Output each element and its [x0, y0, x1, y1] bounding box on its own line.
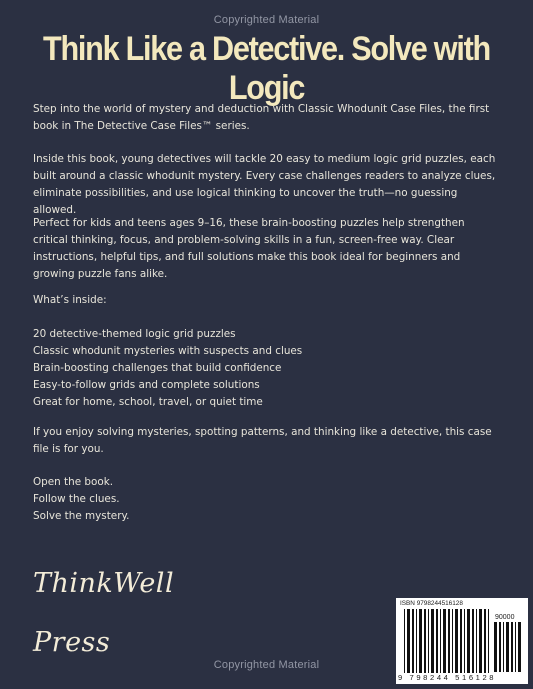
isbn-digits: 9 798244 516128 — [398, 673, 497, 682]
cover-title: Think Like a Detective. Solve with Logic — [43, 30, 490, 107]
watermark-bottom: Copyrighted Material — [213, 659, 320, 671]
publisher-logo-line2: Press — [33, 627, 111, 658]
closing-line: Open the book. — [33, 476, 114, 488]
features-list — [33, 326, 501, 411]
enjoy-paragraph: If you enjoy solving mysteries, spotting patterns, and thinking like a detective, this case file is for you. — [33, 426, 492, 455]
closing-line: Follow the clues. — [33, 493, 120, 505]
price-code: 90000 — [495, 614, 515, 621]
isbn-barcode — [396, 598, 528, 684]
inside-paragraph: Inside this book, young detectives will tackle 20 easy to medium logic grid puzzles, each built around a classic whodunit mystery. Every case challenges readers to analyze clues, eliminate possibilities, and use logical thinking to uncover the truth—no guessing allowed. — [33, 153, 496, 216]
list-item: Great for home, school, travel, or quiet time — [33, 396, 263, 408]
list-item: Classic whodunit mysteries with suspects and clues — [33, 345, 303, 357]
closing-line: Solve the mystery. — [33, 510, 130, 522]
intro-paragraph: Step into the world of mystery and deduction with Classic Whodunit Case Files, the first book in The Detective Case Files™ series. — [33, 103, 490, 132]
list-item: 20 detective-themed logic grid puzzles — [33, 328, 236, 340]
audience-paragraph: Perfect for kids and teens ages 9–16, these brain-boosting puzzles help strengthen critical thinking, focus, and problem-solving skills in a fun, screen-free way. Clear instructions, helpful tips, and full solutions make this book ideal for beginners and growing puzzle fans alike. — [33, 217, 465, 280]
whats-inside-heading: What’s inside: — [33, 294, 107, 306]
closing-lines — [33, 474, 501, 525]
isbn-label: ISBN 9798244516128 — [400, 600, 463, 607]
list-item: Easy-to-follow grids and complete solutions — [33, 379, 260, 391]
publisher-logo-line1: ThinkWell — [33, 568, 175, 599]
watermark-top: Copyrighted Material — [213, 14, 320, 26]
list-item: Brain-boosting challenges that build confidence — [33, 362, 282, 374]
